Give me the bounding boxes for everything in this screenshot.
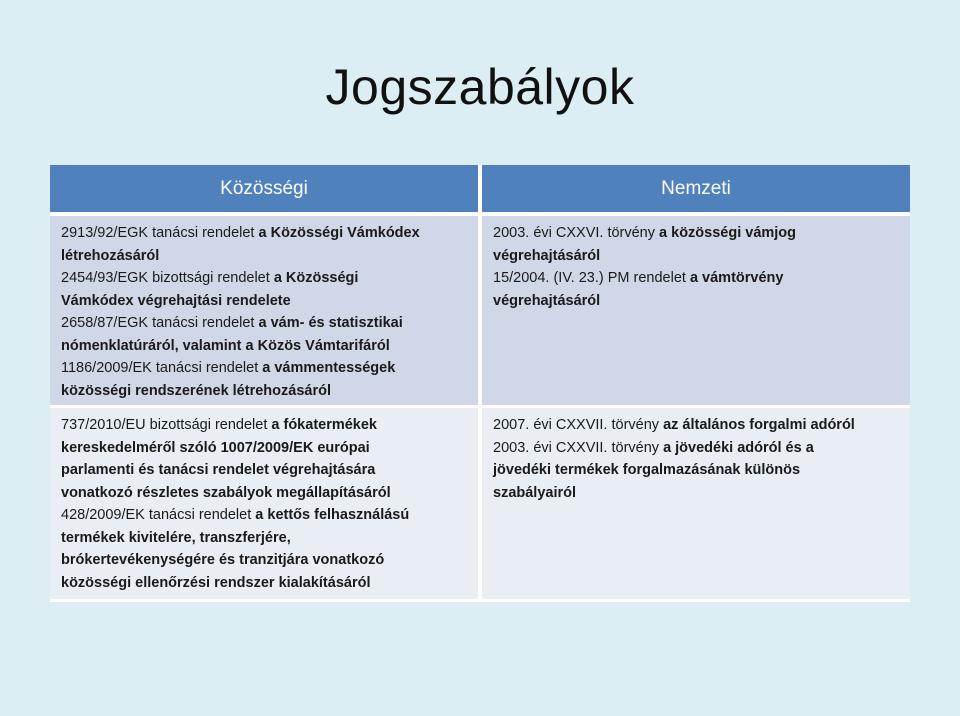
law-title-text: a vámtörvény (689, 270, 784, 286)
law-text-line (493, 290, 898, 313)
law-reference-text: 2658/87/EGK tanácsi rendelet (61, 315, 259, 331)
law-text-line (493, 414, 898, 437)
law-text-line (61, 245, 466, 268)
law-title-text: a fókatermékek (271, 417, 377, 433)
law-text-line (61, 267, 466, 290)
law-title-text: a kettős felhasználású (255, 507, 410, 523)
law-title-text: Vámkódex végrehajtási rendelete (61, 292, 291, 309)
law-text-line (61, 527, 466, 550)
law-reference-text: 2003. évi CXXVII. törvény (493, 439, 664, 456)
law-reference-text: 2003. évi CXXVI. törvény (493, 225, 660, 241)
law-title-text: végrehajtásáról (493, 247, 601, 264)
law-text-line (61, 335, 466, 358)
law-title-text: jövedéki termékek forgalmazásának különös (493, 462, 801, 478)
law-text-line (493, 222, 898, 245)
law-title-text: az általános forgalmi adóról (663, 417, 855, 433)
law-text-line (61, 549, 466, 572)
law-reference-text: 15/2004. (IV. 23.) PM rendelet (493, 270, 690, 286)
national-cell (480, 407, 910, 601)
table-row (50, 407, 910, 601)
law-text-line (61, 414, 466, 437)
law-text-line (61, 312, 466, 335)
law-reference-text: 737/2010/EU bizottsági rendelet (61, 417, 272, 433)
law-text-line (61, 290, 466, 313)
law-text-line (61, 504, 466, 527)
law-text-line (61, 459, 466, 482)
law-title-text: szabályairól (493, 484, 577, 501)
law-title-text: létrehozásáról (61, 247, 160, 264)
page-title: Jogszabályok (325, 59, 635, 115)
law-title-text: a vámmentességek (262, 360, 396, 376)
law-text-line (61, 380, 466, 403)
law-title-text: végrehajtásáról (493, 292, 601, 309)
law-text-line (61, 482, 466, 505)
law-text-line (61, 437, 466, 460)
law-title-text: közösségi rendszerének létrehozásáról (61, 382, 331, 399)
law-text-line (61, 357, 466, 380)
legislation-table (50, 165, 910, 602)
law-reference-text: 2007. évi CXXVII. törvény (493, 417, 664, 433)
table-row (50, 214, 910, 407)
law-title-text: a közösségi vámjog (659, 225, 797, 241)
law-reference-text: 2454/93/EGK bizottsági rendelet (61, 270, 274, 286)
law-text-line (493, 437, 898, 460)
law-text-line (61, 572, 466, 595)
community-cell (50, 214, 480, 407)
law-reference-text: 428/2009/EK tanácsi rendelet (61, 507, 256, 523)
law-text-line (493, 459, 898, 482)
law-title-text: parlamenti és tanácsi rendelet végrehajtására (61, 462, 376, 478)
header-community: Közösségi (50, 165, 480, 214)
law-title-text: brókertevékenységére és tranzitjára vonatkozó (61, 552, 385, 568)
law-title-text: termékek kivitelére, transzferjére, (61, 529, 291, 546)
community-cell (50, 407, 480, 601)
header-national: Nemzeti (480, 165, 910, 214)
law-text-line (493, 267, 898, 290)
law-text-line (493, 245, 898, 268)
law-title-text: a Közösségi (273, 270, 359, 286)
law-text-line (61, 222, 466, 245)
law-title-text: a jövedéki adóról és a (663, 439, 814, 456)
law-title-text: nómenklatúráról, valamint a Közös Vámtarifáról (61, 337, 390, 354)
law-title-text: közösségi ellenőrzési rendszer kialakításáról (61, 574, 371, 591)
law-title-text: kereskedelméről szóló 1007/2009/EK európai (61, 439, 370, 456)
law-text-line (493, 482, 898, 505)
table-header-row (50, 165, 910, 214)
law-reference-text: 2913/92/EGK tanácsi rendelet (61, 225, 259, 241)
national-cell (480, 214, 910, 407)
law-reference-text: 1186/2009/EK tanácsi rendelet (61, 360, 263, 376)
law-title-text: vonatkozó részletes szabályok megállapításáról (61, 484, 391, 501)
law-title-text: a Közösségi Vámkódex (258, 225, 420, 241)
law-title-text: a vám- és statisztikai (258, 315, 403, 331)
